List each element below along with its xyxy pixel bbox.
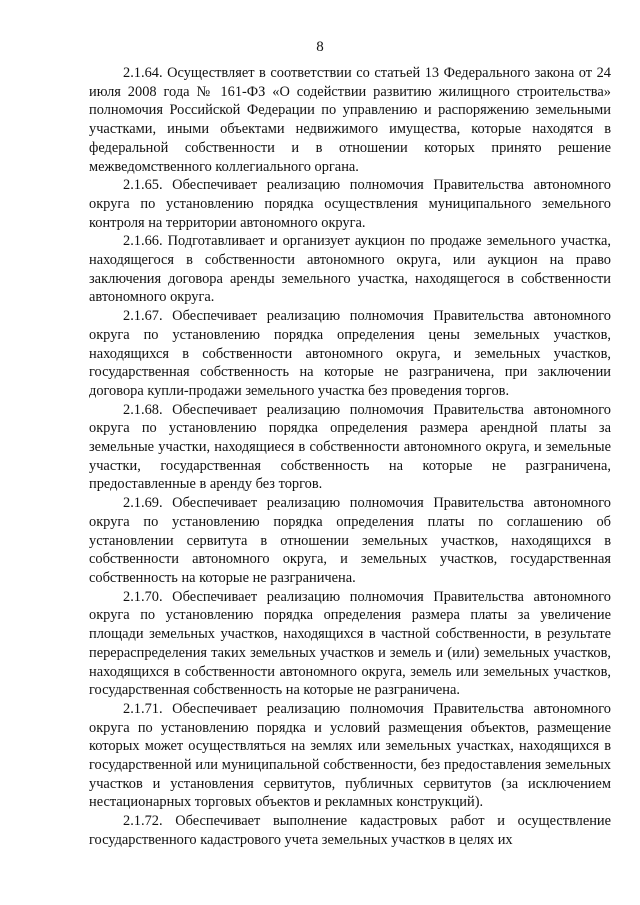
paragraph-2-1-67: 2.1.67. Обеспечивает реализацию полномочия Правительства автономного округа по установлению порядка определения цены земельных участков, находящихся в собственности автономного округа, и земельных участков, государственная собственность на которые не разграничена, при заключении договора купли-продажи земельного участка без проведения торгов. (89, 308, 611, 399)
paragraph-2-1-65: 2.1.65. Обеспечивает реализацию полномочия Правительства автономного округа по установлению порядка осуществления муниципального земельного контроля на территории автономного округа. (89, 177, 611, 231)
paragraph-2-1-72: 2.1.72. Обеспечивает выполнение кадастровых работ и осуществление государственного кадастрового учета земельных участков в целях их (89, 813, 611, 848)
paragraph-2-1-64: 2.1.64. Осуществляет в соответствии со статьей 13 Федерального закона от 24 июля 2008 года № 161-ФЗ «О содействии развитию жилищного строительства» полномочия Российской Федерации по управлению и распоряжению земельными участками, иными объектами недвижимого имущества, которые находятся в федеральной собственности и в отношении которых принято решение межведомственного коллегиального органа. (89, 65, 611, 175)
paragraph-2-1-66: 2.1.66. Подготавливает и организует аукцион по продаже земельного участка, находящегося в собственности автономного округа, или аукцион на право заключения договора аренды земельного участка, находящегося в собственности автономного округа. (89, 233, 611, 306)
paragraph-2-1-68: 2.1.68. Обеспечивает реализацию полномочия Правительства автономного округа по установлению порядка определения размера арендной платы за земельные участки, находящиеся в собственности автономного округа, и земельные участки, государственная собственность на которые не разграничена, предоставленные в аренду без торгов. (89, 401, 611, 493)
paragraph-2-1-69: 2.1.69. Обеспечивает реализацию полномочия Правительства автономного округа по установлению порядка определения платы по соглашению об установлении сервитута в отношении земельных участков, находящихся в собственности автономного округа, и земельных участков, государственная собственность на которые не разграничена. (89, 495, 611, 586)
document-body (89, 64, 611, 850)
paragraph-2-1-70: 2.1.70. Обеспечивает реализацию полномочия Правительства автономного округа по установлению порядка определения размера платы за увеличение площади земельных участков, находящихся в частной собственности, в результате перераспределения таких земельных участков и земель и (или) земельных участков, находящихся в собственности автономного округа, земель или земельных участков, государственная собственность на которые не разграничена. (89, 588, 611, 699)
page-number: 8 (316, 39, 324, 55)
paragraph-2-1-71: 2.1.71. Обеспечивает реализацию полномочия Правительства автономного округа по установлению порядка и условий размещения объектов, размещение которых может осуществляться на землях или земельных участках, находящихся в государственной или муниципальной собственности, без предоставления земельных участков и установления сервитутов, публичных сервитутов (за исключением нестационарных торговых объектов и рекламных конструкций). (89, 700, 611, 811)
